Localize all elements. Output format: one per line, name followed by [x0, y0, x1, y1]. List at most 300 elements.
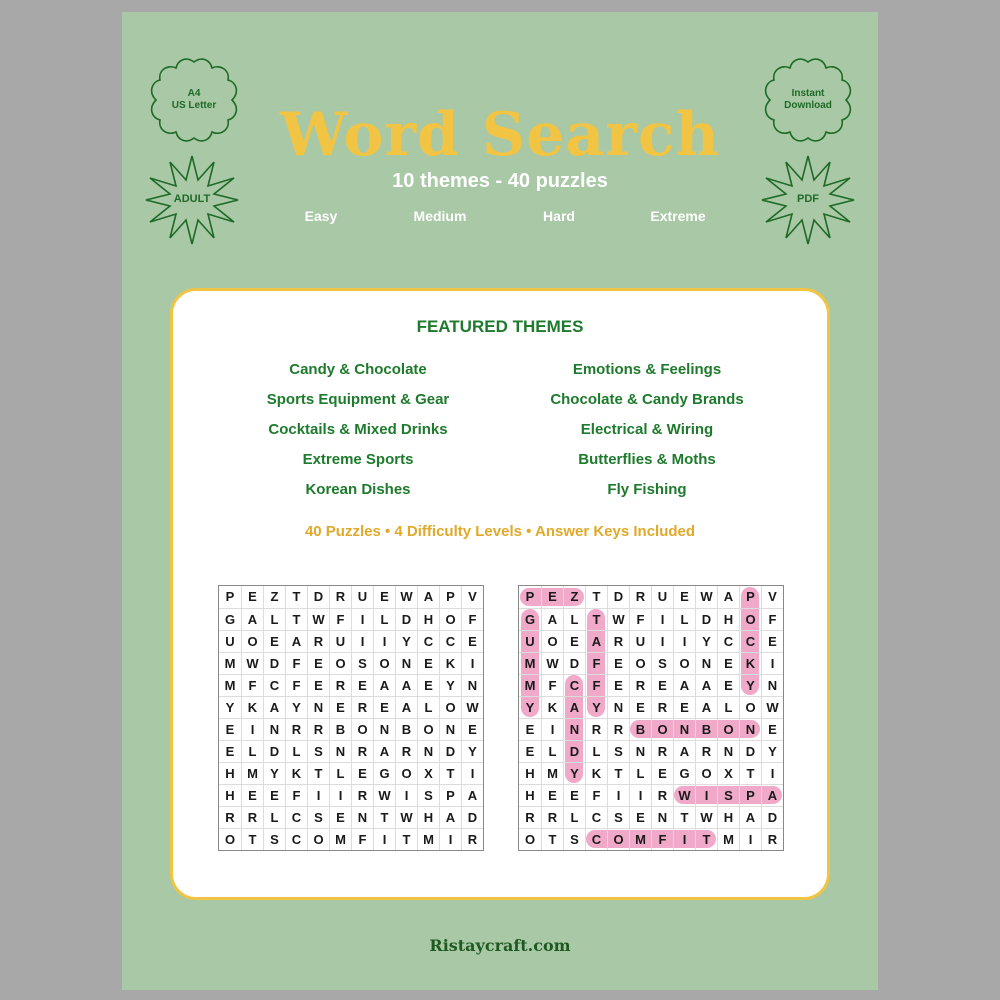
grid-letter: M	[417, 828, 439, 850]
grid-letter: H	[219, 784, 241, 806]
grid-letter: W	[695, 806, 717, 828]
grid-letter: L	[541, 740, 563, 762]
grid-letter: O	[395, 762, 417, 784]
grid-letter: I	[651, 630, 673, 652]
grid-letter: O	[739, 608, 761, 630]
grid-letter: O	[241, 630, 263, 652]
grid-letter: K	[739, 652, 761, 674]
grid-letter: I	[461, 762, 483, 784]
grid-letter: T	[395, 828, 417, 850]
grid-letter: D	[263, 652, 285, 674]
answer-key-grid	[518, 585, 784, 851]
grid-letter: I	[761, 652, 783, 674]
badge-format: PDF	[797, 193, 819, 206]
grid-letter: T	[695, 828, 717, 850]
grid-letter: R	[541, 806, 563, 828]
grid-letter: Y	[395, 630, 417, 652]
grid-letter: S	[307, 806, 329, 828]
grid-letter: A	[241, 608, 263, 630]
theme-item: Chocolate & Candy Brands	[550, 391, 744, 408]
grid-letter: L	[285, 740, 307, 762]
grid-letter: K	[285, 762, 307, 784]
grid-letter: R	[651, 696, 673, 718]
grid-letter: S	[351, 652, 373, 674]
grid-letter: E	[307, 652, 329, 674]
grid-letter: T	[285, 608, 307, 630]
grid-letter: W	[395, 806, 417, 828]
grid-letter: S	[307, 740, 329, 762]
grid-letter: I	[761, 762, 783, 784]
grid-letter: A	[373, 740, 395, 762]
grid-letter: U	[329, 630, 351, 652]
grid-letter: N	[439, 718, 461, 740]
grid-letter: O	[439, 696, 461, 718]
grid-letter: L	[585, 740, 607, 762]
grid-letter: I	[673, 630, 695, 652]
grid-letter: O	[373, 652, 395, 674]
grid-letter: L	[563, 608, 585, 630]
grid-letter: P	[739, 586, 761, 608]
grid-letter: T	[607, 762, 629, 784]
grid-letter: O	[739, 696, 761, 718]
grid-letter: M	[241, 762, 263, 784]
grid-letter: I	[541, 718, 563, 740]
grid-letter: Y	[461, 740, 483, 762]
grid-letter: T	[307, 762, 329, 784]
grid-letter: N	[651, 806, 673, 828]
page-title: Word Search	[279, 100, 721, 170]
grid-letter: U	[651, 586, 673, 608]
grid-letter: E	[417, 674, 439, 696]
grid-letter: A	[541, 608, 563, 630]
grid-letter: I	[241, 718, 263, 740]
grid-letter: A	[673, 740, 695, 762]
grid-letter: A	[439, 806, 461, 828]
grid-letter: A	[585, 630, 607, 652]
grid-letter: T	[585, 586, 607, 608]
grid-letter: I	[373, 630, 395, 652]
grid-letter: L	[263, 806, 285, 828]
grid-letter: E	[461, 630, 483, 652]
grid-letter: N	[717, 740, 739, 762]
badge-size-line2: US Letter	[171, 100, 217, 111]
grid-letter: R	[761, 828, 783, 850]
grid-letter: O	[629, 652, 651, 674]
grid-letter: H	[519, 784, 541, 806]
level-medium: Medium	[413, 208, 467, 224]
grid-letter: M	[519, 652, 541, 674]
grid-letter: H	[417, 806, 439, 828]
grid-letter: W	[607, 608, 629, 630]
grid-letter: T	[439, 762, 461, 784]
subtitle: 10 themes - 40 puzzles	[392, 170, 608, 192]
grid-letter: C	[439, 630, 461, 652]
grid-letter: E	[761, 718, 783, 740]
grid-letter: E	[673, 696, 695, 718]
grid-letter: E	[519, 740, 541, 762]
grid-letter: D	[461, 806, 483, 828]
grid-letter: L	[673, 608, 695, 630]
theme-item: Candy & Chocolate	[289, 361, 427, 378]
grid-letter: A	[285, 630, 307, 652]
grid-letter: R	[285, 718, 307, 740]
grid-letter: R	[461, 828, 483, 850]
grid-letter: Y	[519, 696, 541, 718]
theme-item: Korean Dishes	[305, 481, 411, 498]
grid-letter: P	[439, 784, 461, 806]
grid-letter: N	[607, 696, 629, 718]
grid-letter: P	[739, 784, 761, 806]
grid-letter: R	[607, 630, 629, 652]
theme-item: Emotions & Feelings	[572, 361, 722, 378]
grid-letter: R	[607, 718, 629, 740]
grid-letter: O	[439, 608, 461, 630]
grid-letter: C	[585, 828, 607, 850]
badge-delivery-line1: Instant	[791, 88, 825, 99]
grid-letter: E	[607, 674, 629, 696]
grid-letter: D	[395, 608, 417, 630]
grid-letter: C	[285, 806, 307, 828]
grid-letter: E	[351, 674, 373, 696]
grid-letter: N	[417, 740, 439, 762]
grid-letter: F	[329, 608, 351, 630]
grid-letter: O	[607, 828, 629, 850]
grid-letter: E	[351, 762, 373, 784]
grid-letter: B	[329, 718, 351, 740]
grid-letter: E	[519, 718, 541, 740]
level-hard: Hard	[543, 208, 575, 224]
grid-letter: W	[461, 696, 483, 718]
grid-letter: K	[585, 762, 607, 784]
grid-letter: E	[717, 652, 739, 674]
grid-letter: W	[395, 586, 417, 608]
grid-letter: E	[219, 718, 241, 740]
grid-letter: W	[541, 652, 563, 674]
grid-letter: E	[219, 740, 241, 762]
grid-letter: R	[307, 630, 329, 652]
grid-letter: N	[629, 740, 651, 762]
grid-letter: R	[351, 784, 373, 806]
grid-letter: R	[219, 806, 241, 828]
grid-letter: E	[541, 586, 563, 608]
grid-letter: V	[761, 586, 783, 608]
cover-page	[122, 12, 878, 990]
grid-letter: Z	[563, 586, 585, 608]
grid-letter: W	[695, 586, 717, 608]
grid-letter: H	[717, 806, 739, 828]
theme-item: Fly Fishing	[607, 481, 687, 498]
grid-letter: M	[717, 828, 739, 850]
grid-letter: F	[351, 828, 373, 850]
grid-letter: H	[219, 762, 241, 784]
grid-letter: S	[607, 740, 629, 762]
grid-letter: A	[417, 586, 439, 608]
grid-letter: U	[519, 630, 541, 652]
grid-letter: A	[695, 696, 717, 718]
grid-letter: E	[673, 586, 695, 608]
grid-letter: E	[417, 652, 439, 674]
grid-letter: T	[241, 828, 263, 850]
grid-letter: L	[373, 608, 395, 630]
grid-letter: R	[351, 696, 373, 718]
grid-letter: C	[285, 828, 307, 850]
grid-letter: T	[373, 806, 395, 828]
grid-letter: E	[263, 784, 285, 806]
grid-letter: B	[395, 718, 417, 740]
grid-letter: L	[241, 740, 263, 762]
grid-letter: E	[241, 784, 263, 806]
grid-letter: D	[695, 608, 717, 630]
grid-letter: N	[739, 718, 761, 740]
grid-letter: Y	[585, 696, 607, 718]
theme-item: Electrical & Wiring	[580, 421, 714, 438]
grid-letter: E	[329, 696, 351, 718]
grid-letter: P	[439, 586, 461, 608]
grid-letter: L	[329, 762, 351, 784]
grid-letter: N	[761, 674, 783, 696]
grid-letter: A	[739, 806, 761, 828]
grid-letter: O	[351, 718, 373, 740]
grid-letter: C	[739, 630, 761, 652]
grid-letter: F	[629, 608, 651, 630]
grid-letter: O	[717, 718, 739, 740]
grid-letter: O	[695, 762, 717, 784]
grid-letter: H	[717, 608, 739, 630]
grid-letter: E	[241, 586, 263, 608]
badge-delivery-line2: Download	[784, 100, 832, 111]
grid-letter: O	[329, 652, 351, 674]
grid-letter: P	[525, 589, 535, 604]
grid-letter: S	[417, 784, 439, 806]
grid-letter: D	[563, 740, 585, 762]
grid-letter: M	[329, 828, 351, 850]
grid-letter: N	[695, 652, 717, 674]
level-easy: Easy	[304, 208, 338, 224]
grid-letter: I	[461, 652, 483, 674]
grid-letter: O	[307, 828, 329, 850]
grid-letter: N	[395, 652, 417, 674]
grid-letter: R	[395, 740, 417, 762]
grid-letter: W	[373, 784, 395, 806]
grid-letter: M	[629, 828, 651, 850]
grid-letter: T	[739, 762, 761, 784]
grid-letter: E	[563, 630, 585, 652]
grid-letter: E	[263, 630, 285, 652]
grid-letter: Y	[263, 762, 285, 784]
grid-letter: I	[351, 608, 373, 630]
grid-letter: S	[717, 784, 739, 806]
grid-letter: Y	[563, 762, 585, 784]
grid-letter: W	[761, 696, 783, 718]
grid-letter: I	[395, 784, 417, 806]
grid-letter: A	[563, 696, 585, 718]
grid-letter: E	[541, 784, 563, 806]
grid-letter: R	[329, 674, 351, 696]
grid-letter: E	[761, 630, 783, 652]
grid-letter: E	[607, 652, 629, 674]
grid-letter: O	[541, 630, 563, 652]
grid-letter: O	[219, 828, 241, 850]
grid-letter: D	[761, 806, 783, 828]
grid-letter: Y	[285, 696, 307, 718]
theme-item: Cocktails & Mixed Drinks	[268, 421, 448, 438]
grid-letter: Y	[739, 674, 761, 696]
grid-letter: S	[651, 652, 673, 674]
grid-letter: O	[673, 652, 695, 674]
grid-letter: R	[629, 586, 651, 608]
grid-letter: D	[307, 586, 329, 608]
grid-letter: G	[673, 762, 695, 784]
grid-letter: R	[329, 586, 351, 608]
grid-letter: N	[263, 718, 285, 740]
grid-letter: L	[717, 696, 739, 718]
grid-letter: A	[373, 674, 395, 696]
grid-letter: F	[241, 674, 263, 696]
grid-letter: F	[585, 652, 607, 674]
grid-letter: O	[519, 828, 541, 850]
grid-letter: I	[739, 828, 761, 850]
grid-letter: H	[519, 762, 541, 784]
grid-letter: S	[563, 828, 585, 850]
grid-letter: K	[541, 696, 563, 718]
featured-themes-card	[170, 288, 830, 900]
grid-letter: F	[651, 828, 673, 850]
grid-letter: I	[695, 784, 717, 806]
grid-letter: R	[307, 718, 329, 740]
grid-letter: N	[673, 718, 695, 740]
grid-letter: I	[351, 630, 373, 652]
grid-letter: F	[461, 608, 483, 630]
grid-letter: G	[519, 608, 541, 630]
grid-letter: D	[607, 586, 629, 608]
grid-letter: C	[585, 806, 607, 828]
grid-letter: I	[373, 828, 395, 850]
grid-letter: I	[651, 608, 673, 630]
grid-letter: Z	[263, 586, 285, 608]
grid-letter: F	[761, 608, 783, 630]
grid-letter: E	[651, 762, 673, 784]
grid-letter: M	[519, 674, 541, 696]
grid-letter: N	[461, 674, 483, 696]
grid-letter: L	[417, 696, 439, 718]
grid-letter: B	[629, 718, 651, 740]
grid-letter: I	[607, 784, 629, 806]
grid-letter: D	[439, 740, 461, 762]
grid-letter: G	[373, 762, 395, 784]
grid-letter: N	[307, 696, 329, 718]
grid-letter: P	[225, 589, 235, 604]
grid-letter: K	[241, 696, 263, 718]
grid-letter: N	[563, 718, 585, 740]
grid-letter: A	[673, 674, 695, 696]
grid-letter: I	[439, 828, 461, 850]
puzzle-grid	[218, 585, 484, 851]
grid-letter: U	[351, 586, 373, 608]
grid-letter: T	[285, 586, 307, 608]
grid-letter: A	[395, 674, 417, 696]
grid-letter: I	[629, 784, 651, 806]
grid-letter: F	[285, 652, 307, 674]
grid-letter: U	[629, 630, 651, 652]
theme-item: Butterflies & Moths	[578, 451, 716, 468]
grid-letter: Y	[219, 696, 241, 718]
grid-letter: D	[739, 740, 761, 762]
grid-letter: E	[717, 674, 739, 696]
grid-letter: F	[585, 784, 607, 806]
grid-letter: C	[417, 630, 439, 652]
grid-letter: E	[329, 806, 351, 828]
grid-letter: Y	[439, 674, 461, 696]
grid-letter: U	[219, 630, 241, 652]
grid-letter: O	[417, 718, 439, 740]
badge-audience: ADULT	[173, 193, 211, 206]
grid-letter: W	[307, 608, 329, 630]
grid-letter: M	[541, 762, 563, 784]
grid-letter: C	[717, 630, 739, 652]
grid-letter: F	[585, 674, 607, 696]
themes-left-column	[198, 361, 518, 511]
grid-letter: W	[673, 784, 695, 806]
grid-letter: X	[417, 762, 439, 784]
grid-letter: B	[695, 718, 717, 740]
grid-letter: R	[629, 674, 651, 696]
grid-letter: D	[263, 740, 285, 762]
grid-letter: T	[585, 608, 607, 630]
grid-letter: R	[695, 740, 717, 762]
grid-letter: E	[461, 718, 483, 740]
badge-size-line1: A4	[187, 88, 201, 99]
grid-letter: N	[329, 740, 351, 762]
grid-letter: S	[607, 806, 629, 828]
grid-letter: R	[519, 806, 541, 828]
grid-letter: X	[717, 762, 739, 784]
grid-letter: Y	[695, 630, 717, 652]
grid-letter: E	[373, 586, 395, 608]
grid-letter: K	[439, 652, 461, 674]
grid-letter: A	[461, 784, 483, 806]
grid-letter: N	[351, 806, 373, 828]
grid-letter: R	[241, 806, 263, 828]
grid-letter: I	[307, 784, 329, 806]
grid-letter: R	[351, 740, 373, 762]
grid-letter: Y	[761, 740, 783, 762]
grid-letter: E	[563, 784, 585, 806]
grid-letter: C	[563, 674, 585, 696]
grid-letter: E	[307, 674, 329, 696]
grid-letter: A	[395, 696, 417, 718]
grid-letter: I	[329, 784, 351, 806]
grid-letter: O	[651, 718, 673, 740]
grid-letter: R	[585, 718, 607, 740]
grid-letter: T	[541, 828, 563, 850]
grid-letter: A	[717, 586, 739, 608]
grid-letter: C	[263, 674, 285, 696]
grid-letter: A	[761, 784, 783, 806]
grid-letter: L	[629, 762, 651, 784]
grid-letter: L	[563, 806, 585, 828]
grid-letter: A	[695, 674, 717, 696]
grid-letter: R	[651, 740, 673, 762]
level-extreme: Extreme	[650, 208, 706, 224]
themes-right-column	[487, 361, 807, 511]
grid-letter: M	[219, 674, 241, 696]
theme-item: Sports Equipment & Gear	[266, 391, 450, 408]
grid-letter: H	[417, 608, 439, 630]
grid-letter: L	[263, 608, 285, 630]
grid-letter: E	[373, 696, 395, 718]
featured-heading: FEATURED THEMES	[416, 317, 584, 336]
grid-letter: V	[461, 586, 483, 608]
